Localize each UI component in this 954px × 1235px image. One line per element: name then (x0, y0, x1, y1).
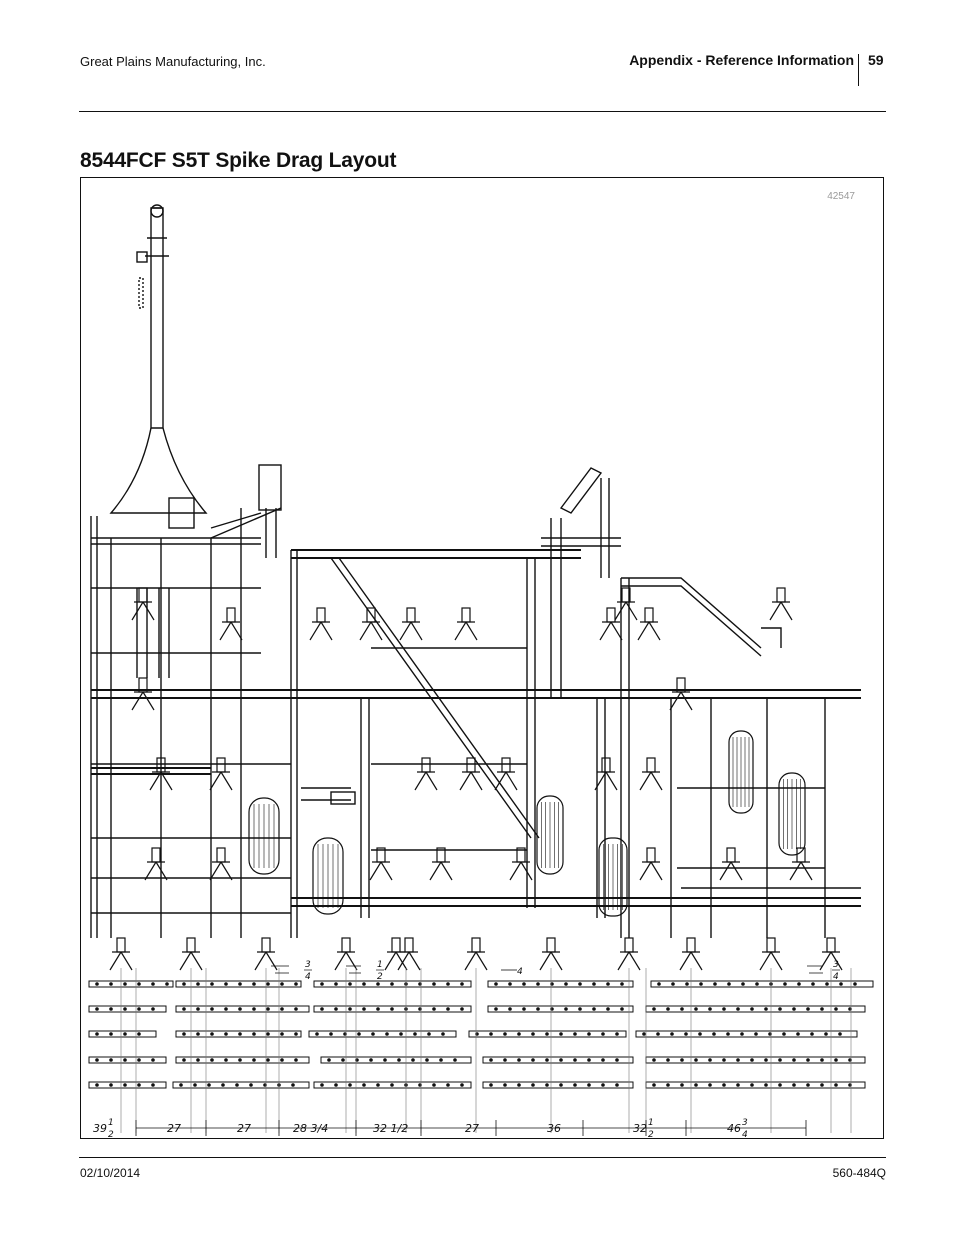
spike-tooth-mount (132, 678, 154, 710)
spike-drag-bar (314, 1006, 471, 1012)
spike-drag-bar (89, 1031, 156, 1037)
section-title: Appendix - Reference Information (629, 52, 854, 68)
spike-tooth-mount (385, 938, 407, 970)
company-name: Great Plains Manufacturing, Inc. (80, 54, 266, 69)
callout-3-4-left-den: 4 (305, 972, 311, 982)
dimension-whole: 28 3/4 (293, 1122, 329, 1135)
spike-drag-bar (309, 1031, 456, 1037)
spike-drag-bar (651, 981, 873, 987)
callout-4: 4 (517, 967, 523, 977)
spike-tooth-mount (370, 848, 392, 880)
spike-drag-bar (176, 981, 301, 987)
spike-tooth-mount (615, 588, 637, 620)
spike-tooth-mount (210, 758, 232, 790)
dimension-fraction-den: 2 (648, 1130, 654, 1140)
spike-drag-bar (176, 1031, 301, 1037)
spike-tooth-mount (180, 938, 202, 970)
footer-rule (79, 1157, 886, 1158)
callout-1-2-den: 2 (377, 972, 383, 982)
spike-tooth-mount (618, 938, 640, 970)
dimension-fraction-num: 1 (648, 1118, 654, 1128)
dimension-whole: 46 (727, 1122, 741, 1135)
spike-tooth-mount (638, 608, 660, 640)
bottom-dimension (373, 1122, 408, 1135)
spike-drag-bar (176, 1057, 309, 1063)
spike-tooth-mount (210, 848, 232, 880)
callout-1-2 (376, 960, 384, 982)
spike-drag-layout-drawing (80, 177, 884, 1139)
dimension-fraction-den: 2 (108, 1130, 114, 1140)
bottom-dimension (93, 1118, 114, 1139)
spike-tooth-mount (640, 758, 662, 790)
header-divider (858, 54, 859, 86)
spike-tooth-mount (400, 608, 422, 640)
spike-drag-bar (176, 1006, 309, 1012)
callout-3-4-left (304, 960, 312, 982)
page-number: 59 (868, 52, 884, 68)
spike-tooth-mount (455, 608, 477, 640)
spike-drag-bar (89, 981, 173, 987)
figure-id: 42547 (827, 191, 855, 202)
spike-drag-bar (636, 1031, 857, 1037)
spike-drag-bar (483, 1082, 633, 1088)
bottom-dimension (727, 1118, 748, 1139)
dimension-whole: 36 (547, 1122, 561, 1135)
dimension-whole: 32 (633, 1122, 647, 1135)
bottom-dimension (547, 1122, 561, 1135)
footer-doc-number: 560-484Q (832, 1166, 886, 1180)
spike-drag-bar (89, 1082, 166, 1088)
dimension-fraction-num: 1 (108, 1118, 114, 1128)
footer-date: 02/10/2014 (80, 1166, 141, 1180)
spike-tooth-mount (760, 938, 782, 970)
page-title: 8544FCF S5T Spike Drag Layout (80, 149, 397, 172)
spike-drag-bar (646, 1057, 865, 1063)
bottom-dimension (465, 1122, 479, 1135)
spike-tooth-mount (132, 588, 154, 620)
spike-tooth-mount (770, 588, 792, 620)
callout-3-4-right (832, 960, 840, 982)
spike-tooth-mount (720, 848, 742, 880)
spike-tooth-mount (640, 848, 662, 880)
callout-1-2-num: 1 (377, 960, 383, 970)
spike-drag-bar (89, 1006, 166, 1012)
spike-tooth-mount (310, 608, 332, 640)
spike-drag-bar (89, 1057, 166, 1063)
dimension-whole: 39 (93, 1122, 107, 1135)
spike-tooth-mount (510, 848, 532, 880)
dimension-fraction-num: 3 (742, 1118, 748, 1128)
spike-drag-bar (646, 1082, 865, 1088)
dimension-whole: 27 (167, 1122, 181, 1135)
header-rule (79, 111, 886, 112)
spike-tooth-mount (415, 758, 437, 790)
spike-tooth-mount (335, 938, 357, 970)
spike-tooth-mount (255, 938, 277, 970)
spike-tooth-mount (540, 938, 562, 970)
spike-tooth-mount (670, 678, 692, 710)
spike-tooth-mount (465, 938, 487, 970)
spike-drag-bar (469, 1031, 626, 1037)
callout-3-4-left-num: 3 (305, 960, 311, 970)
spike-tooth-mount (595, 758, 617, 790)
spike-drag-bar (646, 1006, 865, 1012)
bottom-dimension (633, 1118, 654, 1139)
spike-drag-bar (321, 1057, 471, 1063)
spike-tooth-mount (680, 938, 702, 970)
spike-drag-bar (314, 1082, 471, 1088)
bottom-dimension (293, 1122, 328, 1135)
spike-drag-bar (488, 981, 633, 987)
spike-drag-bar (488, 1006, 633, 1012)
spike-tooth-mount (220, 608, 242, 640)
dimension-whole: 27 (237, 1122, 251, 1135)
spike-tooth-mount (495, 758, 517, 790)
spike-tooth-mount (790, 848, 812, 880)
bottom-dimension (167, 1122, 181, 1135)
bottom-dimension (237, 1122, 251, 1135)
spike-drag-bar (483, 1057, 633, 1063)
dimension-whole: 27 (465, 1122, 479, 1135)
spike-tooth-mount (460, 758, 482, 790)
spike-tooth-mount (145, 848, 167, 880)
spike-tooth-mount (110, 938, 132, 970)
spike-tooth-mount (398, 938, 420, 970)
layout-svg (81, 178, 884, 1139)
callout-3-4-right-den: 4 (833, 972, 839, 982)
spike-tooth-mount (430, 848, 452, 880)
callout-3-4-right-num: 3 (833, 960, 839, 970)
dimension-whole: 32 1/2 (373, 1122, 409, 1135)
dimension-fraction-den: 4 (742, 1130, 748, 1140)
spike-drag-bar (173, 1082, 309, 1088)
spike-drag-bar (314, 981, 471, 987)
